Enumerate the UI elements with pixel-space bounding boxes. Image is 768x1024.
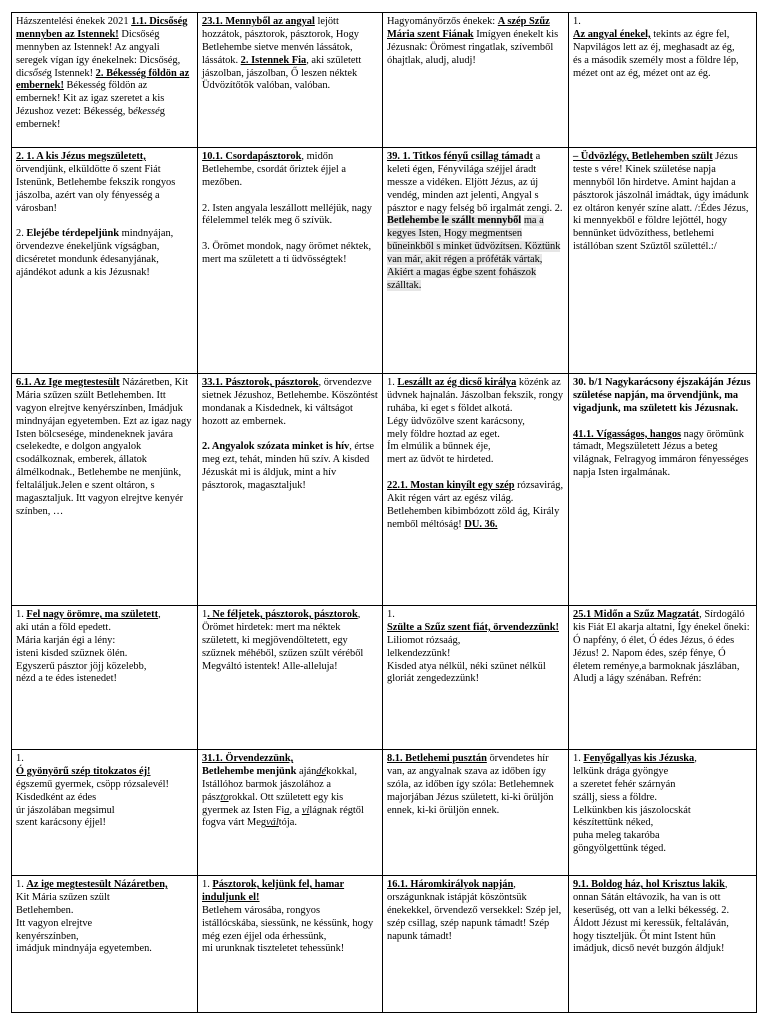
text-run: Kisded atya nélkül, néki szünet nélkül [387, 660, 546, 672]
text-run: ékessé [133, 106, 160, 118]
text-run: rózsavirág, Akit régen várt az egész világ. Betlehemben kibimbózott zöld ág, Király nemből méltóság! [387, 480, 564, 530]
hymn-cell [569, 374, 757, 606]
hymn-cell [383, 13, 569, 148]
text-run: 2. Istennek Fia [240, 54, 307, 66]
text-run: 9.1. Boldog ház, hol Krisztus lakik [573, 879, 725, 890]
text-run: Betlehembe le szállt mennyből [387, 215, 522, 227]
text-run: vál [266, 817, 279, 829]
hymn-text [16, 151, 193, 280]
text-run: , aki született jászolban, jászolban, Ő leszen néktek Üdvözítőtök valóban, valóban. [202, 54, 362, 92]
text-run: Jézus teste s vére! Kinek születése napja mennyből lőn hirdetve. Amint hajdan a pásztorok jászolnál imádtak, úgy imádunk ez oltáron kenyér színe alatt. /:Édes Jézus, ki mennyekből e földre lejöttél, hogy bennünket üdvözíthess, betlehemi istállóban szent Szűztől születtél.:/ [573, 151, 749, 253]
text-run: DU. 36. [464, 518, 498, 530]
text-run: 2. 1. A kis Jézus megszületett, [16, 151, 146, 162]
text-run: – Üdvözlégy, Betlehemben szült [573, 151, 713, 162]
hymn-text [202, 879, 378, 956]
text-run: szent karácsony éjjel! [16, 817, 107, 829]
text-run: Betlehembe menjünk [202, 765, 297, 777]
text-run: Leszállt az ég dicső királya [397, 377, 517, 388]
text-run: 1. [387, 377, 398, 388]
text-run: Ím elmúlik a bűnnek éje, [387, 441, 491, 453]
table-row [12, 13, 757, 148]
text-run: imádjuk mindnyája egyetemben. [16, 943, 152, 955]
text-run: , onnan Sátán eltávozik, ha van is ott keserűség, ott van a lelki békesség. 2. Áldott Jézust mi keressük, feltaláván, hogy tiszteljük. Őt mint Istent hűn imádjuk, dicső nevét buzgón áldjuk! [573, 879, 730, 955]
text-run: Dicsőség mennyben az Istennek! Az angyali seregek vígan így énekelnek: Dicsőség, di [16, 28, 181, 79]
text-run: tója. [278, 817, 297, 829]
text-run: lejött hozzátok, pásztorok, pásztorok, Hogy Betlehembe sietve menvén lássátok, lássátok. [202, 16, 359, 66]
hymn-cell [383, 876, 569, 1013]
text-run: , [694, 753, 697, 764]
text-run: 41.1. Vígasságos, hangos [573, 428, 682, 440]
text-run: mézet ont az ég, mézet ont az ég. [573, 67, 711, 79]
text-run: Az angyal énekel, [573, 28, 651, 40]
table-row [12, 876, 757, 1013]
hymn-text [387, 16, 564, 68]
hymn-text [202, 377, 378, 493]
text-run: Mária karján égi a lény: [16, 634, 116, 646]
text-run: kenyérszínben, [16, 930, 79, 942]
hymn-text [387, 151, 564, 293]
hymn-cell [198, 750, 383, 876]
text-run: Lelkünkben kis jászolocskát [573, 804, 691, 816]
hymn-cell [569, 606, 757, 750]
text-run: 1. [387, 609, 395, 620]
text-run: Az ige megtestesült Názáretben, [26, 879, 168, 890]
text-run: Ó gyönyörű szép titokzatos éj! [16, 765, 151, 777]
text-run: 39. 1. Titkos fényű csillag támadt [387, 151, 533, 162]
text-run: és a második személy most a földre lép, [573, 54, 739, 66]
text-run: Elejébe térdepeljünk [26, 228, 120, 240]
text-run: Názáretben, Kit Mária szűzen szült Betlehemben. Itt vagyon elrejtve kenyérszínben, Imádjuk mindnyájan egyetemben. Ezt az igaz nagy Isten bölcsesége, mindeneknek javára cselekedte, e dolgon angyalok csodálkoznak, emberek, állatok álmélkodnak., Betlehembe ne menjünk, feltaláljuk.Jelen e szent oltáron, s magasztaljuk. Itt vagyon elrejtve kenyér színben, … [16, 377, 192, 517]
hymn-text [573, 753, 752, 856]
text-run: Itt vagyon elrejtve [16, 917, 93, 929]
text-run: lágnak régtől fogva várt Meg [202, 804, 364, 829]
text-run: 1. [16, 609, 27, 620]
text-run: , midőn Betlehembe, csordát őriztek éjjel a mezőben. [202, 151, 346, 188]
hymn-cell [569, 148, 757, 374]
text-run: , Sírdogáló kis Fiát El akarja altatni, Így énekel őneki: Ó napfény, ó élet, Ó édes Jézus, ó édes Jézus! 2. Napom édes, szép fénye, Ó életem reménye,a barmoknak jászlában, Aludj a lágy szénában. Refrén: [573, 609, 750, 685]
text-run: 8.1. Betlehemi pusztán [387, 753, 487, 764]
text-run: 33.1. Pásztorok, pásztorok [202, 377, 319, 388]
text-run: göngyölgettünk téged. [573, 843, 666, 855]
hymn-text [202, 609, 378, 673]
hymn-cell [569, 13, 757, 148]
text-run: Kisdedként az édes [16, 791, 97, 803]
text-run: szállj, siess a földre. [573, 791, 657, 803]
hymn-text [387, 879, 564, 943]
hymn-text [202, 151, 378, 267]
text-run: 1. [573, 16, 581, 27]
text-run: közénk az üdvnek hajnalán. Jászolban fekszik, rongy ruhába, ki eget s földet alkotá. [387, 377, 564, 414]
text-run: 1. [573, 753, 584, 764]
text-run: vi [301, 804, 310, 816]
hymn-cell [198, 374, 383, 606]
text-run: 1 [202, 609, 208, 620]
hymn-cell [12, 13, 198, 148]
hymn-cell [198, 148, 383, 374]
text-run: dé [316, 765, 327, 777]
text-run: 16.1. Háromkirályok napján [387, 879, 514, 890]
text-run: 23.1. Mennyből az angyal [202, 16, 315, 27]
text-run: készítettünk néked, [573, 817, 654, 829]
text-run: örvendjünk, elküldötte ő szent Fiát Istenünk, Betlehembe fekszik rongyos jászolba, azért van oly fényesség a városban! [16, 163, 176, 214]
text-run: Betlehem városába, rongyos istállócskába, siessünk, ne késsünk, hogy még ezen éjjel oda érhessünk, [202, 904, 374, 942]
hymn-cell [198, 606, 383, 750]
text-run: Fenyőgallyas kis Jézuska [583, 753, 695, 764]
text-run: aján [296, 765, 317, 777]
text-run: , örvendezve sietnek Jézushoz, Betlehembe. Köszöntést mondanak a Kisdednek, ki váltságot hozott az embernek. [202, 377, 378, 427]
text-run: mert az üdvöt te hirdeted. [387, 454, 494, 466]
text-run: 10.1. Csordapásztorok [202, 151, 302, 162]
text-run: to [220, 791, 229, 803]
hymn-text [573, 151, 752, 254]
text-run: , [158, 609, 161, 620]
text-run: tekints az égre fel, [650, 28, 730, 40]
text-run: Egyszerű pásztor jöjj közelebb, [16, 660, 147, 672]
text-run: rokkal. Ott született egy kis gyermek az Isten Fi [202, 791, 344, 816]
hymn-text [202, 16, 378, 93]
text-run: g embernek! [16, 106, 165, 131]
text-run: a szeretet fehér szárnyán [573, 778, 676, 790]
hymn-cell [383, 750, 569, 876]
hymn-cell [12, 876, 198, 1013]
text-run: Szülte a Szűz szent fiát, örvendezzünk! [387, 621, 560, 633]
hymn-cell [383, 148, 569, 374]
text-run: aki után a föld epedett. [16, 621, 111, 633]
text-run: Pásztorok, keljünk fel, hamar induljunk el! [202, 879, 345, 903]
text-run: , a [289, 804, 302, 816]
hymn-cell [12, 148, 198, 374]
text-run: isteni kisded szüznek ölén. [16, 647, 128, 659]
hymn-cell [383, 606, 569, 750]
hymn-text [202, 753, 378, 830]
hymn-text [573, 16, 752, 80]
table-row [12, 606, 757, 750]
text-run: mi urunknak tiszteletet tehessünk! [202, 943, 345, 955]
text-run: 2. Békesség földön az embernek! [16, 67, 190, 92]
text-run: örvendetes hír van, az angyalnak szava az időben így szóla, az időben így szóla: Betlehemnek majorjában Jézus született, ki-ki örüljön ennek, ki-ki örüljön ennek. [387, 753, 554, 816]
text-run: nézd a te édes istenedet! [16, 673, 117, 685]
hymn-cell [198, 876, 383, 1013]
text-run: 25.1 Midőn a Szűz Magzatát [573, 609, 700, 620]
text-run: ma a kegyes Isten, Hogy megmentsen bűneinkből s minket üdvözítsen. Köztünk van már, akit régen a próféták vártak, Akiért a magas égbe szent fohászok szálltak. [387, 215, 561, 291]
text-run: kokkal, Istállóhoz barmok jászolához a pász [202, 765, 357, 803]
hymn-text [16, 879, 193, 956]
text-run: g Istennek! [46, 67, 96, 79]
hymn-cell [12, 606, 198, 750]
text-run: Napvilágos lett az éj, meghasadt az ég, [573, 41, 735, 53]
text-run: 1. [16, 879, 27, 890]
text-run: 1. [16, 753, 24, 764]
hymn-cell [12, 374, 198, 606]
text-run: mindnyájan, örvendezve énekeljünk vígságban, dicséretet mondunk édesanyjának, ajándékot adunk a kis Jézusnak! [16, 228, 174, 279]
text-run: lelkünk drága gyöngye [573, 765, 669, 777]
text-run: nagy örömünk támadt, Megszületett Jézus a beteg világnak, Felragyog immáron fényességes napja Isten irgalmának. [573, 428, 749, 479]
hymn-text [387, 753, 564, 817]
text-run: 6.1. Az Ige megtestesült [16, 377, 120, 388]
table-row [12, 750, 757, 876]
text-run: 30. b/1 Nagykarácsony éjszakáján Jézus születése napján, ma örvendjünk, ma vigadjunk, ma született kis Jézusnak. [573, 377, 751, 414]
text-run: 22.1. Mostan kinyílt egy szép [387, 480, 515, 492]
hymn-text [573, 377, 752, 480]
text-run: 3. Örömet mondok, nagy örömet néktek, mert ma született a ti üdvösségtek! [202, 241, 372, 266]
table-row [12, 374, 757, 606]
text-run: , Örömet hirdetek: mert ma néktek született, ki megjövendöltetett, egy szűznek méhéből, szűzen szült véréből Megváltó istentek! Alle-alleluja! [202, 609, 364, 672]
hymn-cell [569, 876, 757, 1013]
text-run: úr jászolában megsimul [16, 804, 115, 816]
table-row [12, 148, 757, 374]
hymn-text [16, 609, 193, 686]
text-run: 2. [16, 228, 27, 240]
hymn-text [387, 609, 564, 686]
text-run: 2. Angyalok szózata minket is hív [202, 441, 350, 453]
text-run: . Ne féljetek, pásztorok, pásztorok [207, 609, 358, 620]
hymn-cell [12, 750, 198, 876]
hymn-text [16, 377, 193, 519]
text-run: gloriát zengedezzünk! [387, 673, 480, 685]
text-run: Légy üdvözölve szent karácsony, [387, 415, 525, 427]
text-run: Házszentelési énekek 2021 [16, 16, 132, 27]
hymn-text [573, 879, 752, 956]
hymn-table [11, 12, 757, 1013]
songbook-page [11, 12, 756, 1012]
text-run: puha meleg takaróba [573, 830, 660, 842]
text-run: Liliomot rózsaág, [387, 634, 461, 646]
text-run: 1. [202, 879, 213, 890]
text-run: mely földre hoztad az eget. [387, 428, 500, 440]
text-run: a [284, 804, 290, 816]
hymn-text [16, 16, 193, 132]
hymn-cell [198, 13, 383, 148]
text-run: 2. Isten angyala leszállott melléjük, nagy félelemmel telék meg ő szívük. [202, 202, 372, 227]
text-run: Békesség földön az embernek! Kit az igaz szeretet a kis Jézushoz vezet: Békesség, b [16, 80, 165, 118]
text-run: Fel nagy örömre, ma született [26, 609, 159, 620]
text-run: Hagyományőrzős énekek: [387, 16, 498, 27]
hymn-text [573, 609, 752, 686]
text-run: égszemű gyermek, csöpp rózsalevél! [16, 778, 169, 790]
text-run: , értse meg ezt, tehát, minden hű szív. A kisded Jézuskát mi is áldjuk, mint a hív pásztorok, magasztaljuk! [202, 441, 375, 492]
hymn-cell [383, 374, 569, 606]
text-run: lelkendezzünk! [387, 647, 451, 659]
text-run: Betlehemben. [16, 904, 74, 916]
text-run: 1.1. Dicsőség mennyben az Istennek! [16, 16, 188, 40]
text-run: A szép Szűz Mária szent Fiának [387, 16, 550, 40]
text-run: Kit Mária szűzen szült [16, 891, 110, 903]
text-run: csősé [24, 67, 47, 79]
text-run: Imígyen énekelt kis Jézusnak: Örömest ringatlak, szívemből óhajtlak, aludj, aludj! [387, 28, 559, 66]
text-run: , országunknak istápját köszöntsük énekekkel, örvendező versekkel: Szép jel, szép csillag, szép napunk támadt! Szép napunk támadt! [387, 879, 562, 942]
hymn-cell [569, 750, 757, 876]
hymn-text [16, 753, 193, 830]
text-run: a keleti égen, Fényvilága széjjel áradt messze a vidéken. Eljött Jézus, az új vendég, minden azt jelenti, Angyal s pásztor e nagy felség bő irgalmát zengi. 2. [387, 151, 563, 214]
text-run: 31.1. Örvendezzünk, [202, 753, 294, 764]
hymn-text [387, 377, 564, 532]
